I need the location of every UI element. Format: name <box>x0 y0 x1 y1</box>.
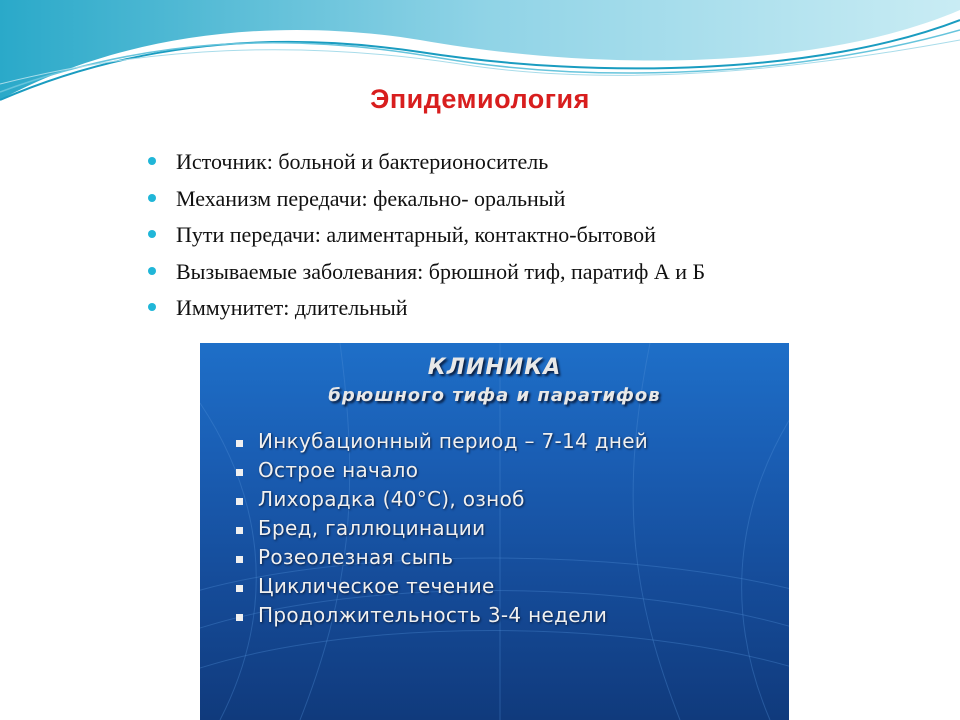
slide-title: Эпидемиология <box>370 84 590 114</box>
list-item-text: Розеолезная сыпь <box>258 545 454 569</box>
list-item-text: Механизм передачи: фекально- оральный <box>176 185 566 211</box>
list-item-text: Источник: больной и бактерионоситель <box>176 149 549 174</box>
list-item <box>148 290 705 327</box>
square-bullet-icon <box>236 498 243 505</box>
list-item <box>234 456 648 485</box>
clinic-subtitle: брюшного тифа и паратифов <box>328 385 661 406</box>
list-item-text: Бред, галлюцинации <box>258 516 486 540</box>
list-item <box>148 217 705 254</box>
square-bullet-icon <box>236 469 243 476</box>
list-item <box>234 601 648 630</box>
list-item <box>234 514 648 543</box>
bullet-dot-icon <box>148 303 156 311</box>
list-item-text: Вызываемые заболевания: брюшной тиф, паратиф А и Б <box>176 258 706 284</box>
list-item-text: Пути передачи: алиментарный, контактно-бытовой <box>176 222 656 248</box>
clinic-symptom-list <box>234 427 648 630</box>
list-item-text: Лихорадка (40°С), озноб <box>258 487 525 511</box>
clinic-panel <box>200 343 789 720</box>
epidemiology-list <box>148 144 705 327</box>
list-item <box>234 485 648 514</box>
bullet-dot-icon <box>148 267 156 275</box>
list-item <box>234 427 648 456</box>
list-item-text: Циклическое течение <box>258 574 495 598</box>
square-bullet-icon <box>236 585 243 592</box>
square-bullet-icon <box>236 614 243 621</box>
list-item <box>148 254 705 291</box>
bullet-dot-icon <box>148 157 156 165</box>
square-bullet-icon <box>236 556 243 563</box>
list-item <box>148 181 705 218</box>
square-bullet-icon <box>236 440 243 447</box>
bullet-dot-icon <box>148 230 156 238</box>
bullet-dot-icon <box>148 194 156 202</box>
clinic-title: КЛИНИКА <box>427 355 562 380</box>
list-item-text: Иммунитет: длительный <box>176 295 408 321</box>
list-item-text: Продолжительность 3-4 недели <box>258 603 608 627</box>
list-item <box>234 572 648 601</box>
list-item <box>148 144 705 181</box>
list-item-text: Острое начало <box>258 458 419 482</box>
list-item-text: Инкубационный период – 7-14 дней <box>258 429 649 453</box>
list-item <box>234 543 648 572</box>
square-bullet-icon <box>236 527 243 534</box>
